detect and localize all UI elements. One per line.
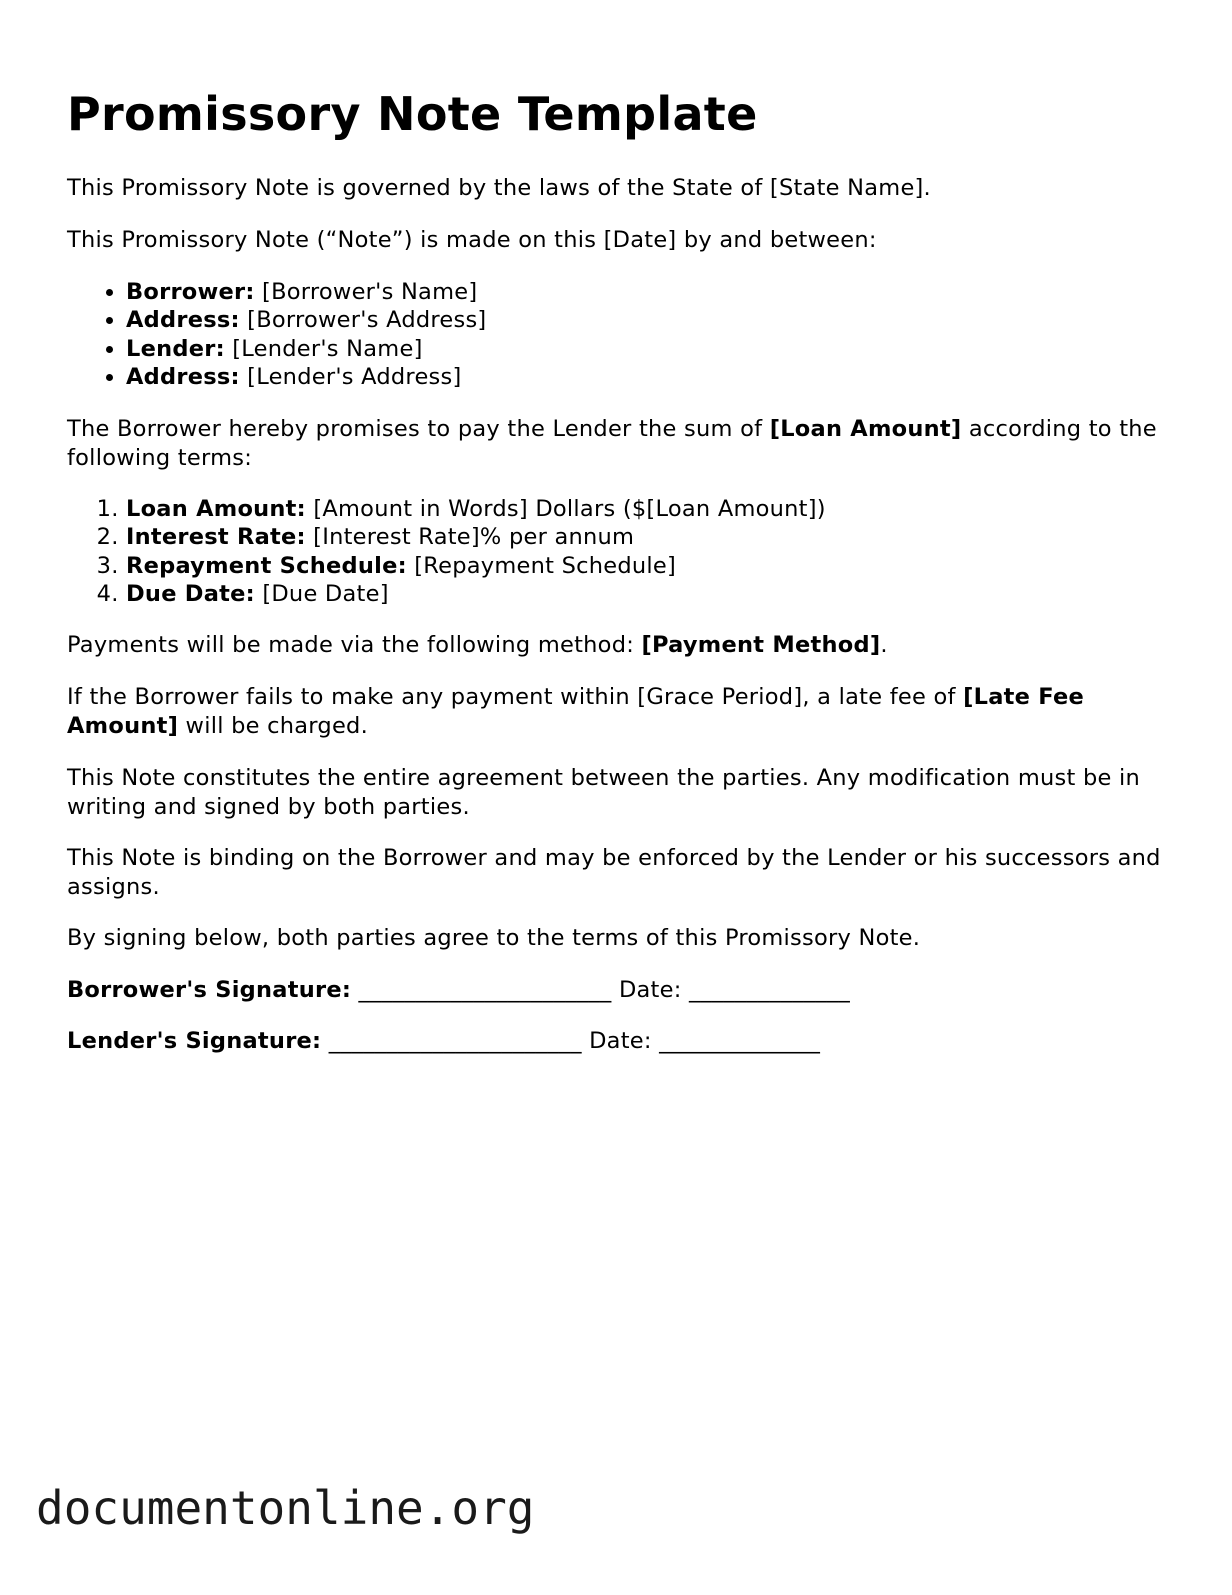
parties-list xyxy=(67,278,1166,391)
late-fee-text-after: will be charged. xyxy=(178,712,368,739)
term-value: [Due Date] xyxy=(254,580,389,607)
loan-amount-placeholder: [Loan Amount] xyxy=(769,416,962,442)
list-item xyxy=(126,278,1166,306)
promise-text-after: according to the following terms: xyxy=(67,416,1157,471)
page-title: Promissory Note Template xyxy=(67,87,758,141)
payment-text-after: . xyxy=(880,632,888,658)
term-label: Interest Rate: xyxy=(126,524,306,551)
list-item xyxy=(126,363,1166,391)
watermark: documentonline.org xyxy=(36,1481,535,1535)
late-fee-placeholder: [Late Fee Amount] xyxy=(67,684,1084,739)
late-fee-paragraph xyxy=(67,683,1162,740)
terms-list xyxy=(67,495,1166,608)
promise-text-before: The Borrower hereby promises to pay the Lender the sum of xyxy=(67,416,770,442)
intro-paragraph: This Promissory Note (“Note”) is made on this [Date] by and between: xyxy=(67,227,877,253)
list-item xyxy=(126,306,1166,334)
list-item xyxy=(126,580,1166,608)
party-value: [Borrower's Name] xyxy=(254,279,478,305)
borrower-signature-blank[interactable]: ______________________ xyxy=(351,977,619,1003)
late-fee-text-before: If the Borrower fails to make any payment within [Grace Period], a late fee of xyxy=(67,684,964,710)
agreement-paragraph: By signing below, both parties agree to the terms of this Promissory Note. xyxy=(67,925,921,951)
binding-paragraph: This Note is binding on the Borrower and may be enforced by the Lender or his successors and assigns. xyxy=(67,845,1161,900)
party-value: [Borrower's Address] xyxy=(239,307,487,334)
term-value: [Interest Rate]% per annum xyxy=(305,524,635,551)
borrower-signature-label: Borrower's Signature: xyxy=(67,977,352,1003)
term-label: Due Date: xyxy=(126,580,255,607)
payment-method-placeholder: [Payment Method] xyxy=(641,632,881,658)
lender-date-blank[interactable]: Date: ______________ xyxy=(589,1028,821,1054)
lender-signature-line xyxy=(67,1027,820,1056)
term-value: [Repayment Schedule] xyxy=(406,552,677,579)
lender-signature-label: Lender's Signature: xyxy=(67,1028,322,1054)
governing-law-paragraph: This Promissory Note is governed by the laws of the State of [State Name]. xyxy=(67,175,931,201)
list-item xyxy=(126,495,1166,523)
list-item xyxy=(126,523,1166,551)
party-label: Lender: xyxy=(126,335,225,362)
entire-agreement-paragraph: This Note constitutes the entire agreement between the parties. Any modification must be in writing and signed by both parties. xyxy=(67,765,1140,820)
term-label: Loan Amount: xyxy=(126,496,306,522)
payment-text-before: Payments will be made via the following method: xyxy=(67,632,642,658)
term-label: Repayment Schedule: xyxy=(126,552,407,579)
payment-method-paragraph xyxy=(67,631,1162,660)
party-label: Address: xyxy=(126,307,240,334)
party-value: [Lender's Address] xyxy=(239,363,462,390)
borrower-signature-line xyxy=(67,976,850,1005)
term-value: [Amount in Words] Dollars ($[Loan Amount]) xyxy=(305,496,826,522)
list-item xyxy=(126,552,1166,580)
lender-signature-blank[interactable]: ______________________ xyxy=(321,1028,590,1054)
list-item xyxy=(126,335,1166,363)
party-value: [Lender's Name] xyxy=(224,335,423,362)
party-label: Address: xyxy=(126,363,240,390)
promise-paragraph xyxy=(67,415,1162,472)
borrower-date-blank[interactable]: Date: ______________ xyxy=(618,977,850,1003)
party-label: Borrower: xyxy=(126,279,255,305)
